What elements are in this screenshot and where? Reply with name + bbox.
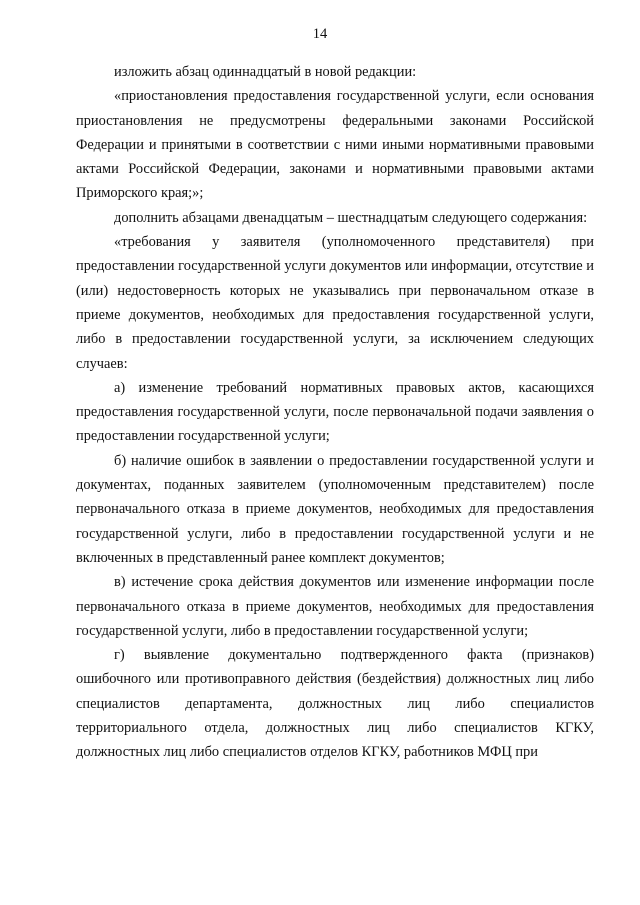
paragraph-instruction-2: дополнить абзацами двенадцатым – шестнадцатым следующего содержания: [114, 209, 588, 226]
paragraph-item-v: в) истечение срока действия документов или изменение информации после первоначального отказа в приеме документов, необходимых для предоставления государственной услуги, либо в предоставлении государственной услуги; [76, 574, 594, 639]
paragraph-item-a: а) изменение требований нормативных правовых актов, касающихся предоставления государственной услуги, после первоначальной подачи заявления о предоставлении государственной услуги; [76, 379, 594, 445]
paragraph-item-g: г) выявление документально подтвержденного факта (признаков) ошибочного или противоправного действия (бездействия) должностных лиц либо специалистов департамента, должностных лиц либо специалистов территориального отдела, должностных лиц либо специалистов КГКУ, должностных лиц либо специалистов отделов КГКУ, работников МФЦ при [76, 647, 594, 761]
page-number: 14 [312, 26, 328, 42]
document-body [76, 60, 594, 765]
paragraph-quote-suspension: «приостановления предоставления государственной услуги, если основания приостановления не предусмотрены федеральными законами Российской Федерации и принятыми в соответствии с ними иными нормативными правовыми актами Российской Федерации, законами и нормативными правовыми актами Приморского края;»; [76, 88, 594, 202]
paragraph-quote-requirements: «требования у заявителя (уполномоченного представителя) при предоставлении государственной услуги документов или информации, отсутствие и (или) недостоверность которых не указывались при первоначальном отказе в приеме документов, необходимых для предоставления государственной услуги, либо в предоставлении государственной услуги, за исключением следующих случаев: [76, 234, 594, 372]
paragraph-item-b: б) наличие ошибок в заявлении о предоставлении государственной услуги и документах, поданных заявителем (уполномоченным представителем) после первоначального отказа в приеме документов, необходимых для предоставления государственной услуги, либо в предоставлении государственной услуги и не включенных в представленный ранее комплект документов; [76, 452, 594, 566]
paragraph-instruction-1: изложить абзац одиннадцатый в новой редакции: [114, 64, 417, 80]
